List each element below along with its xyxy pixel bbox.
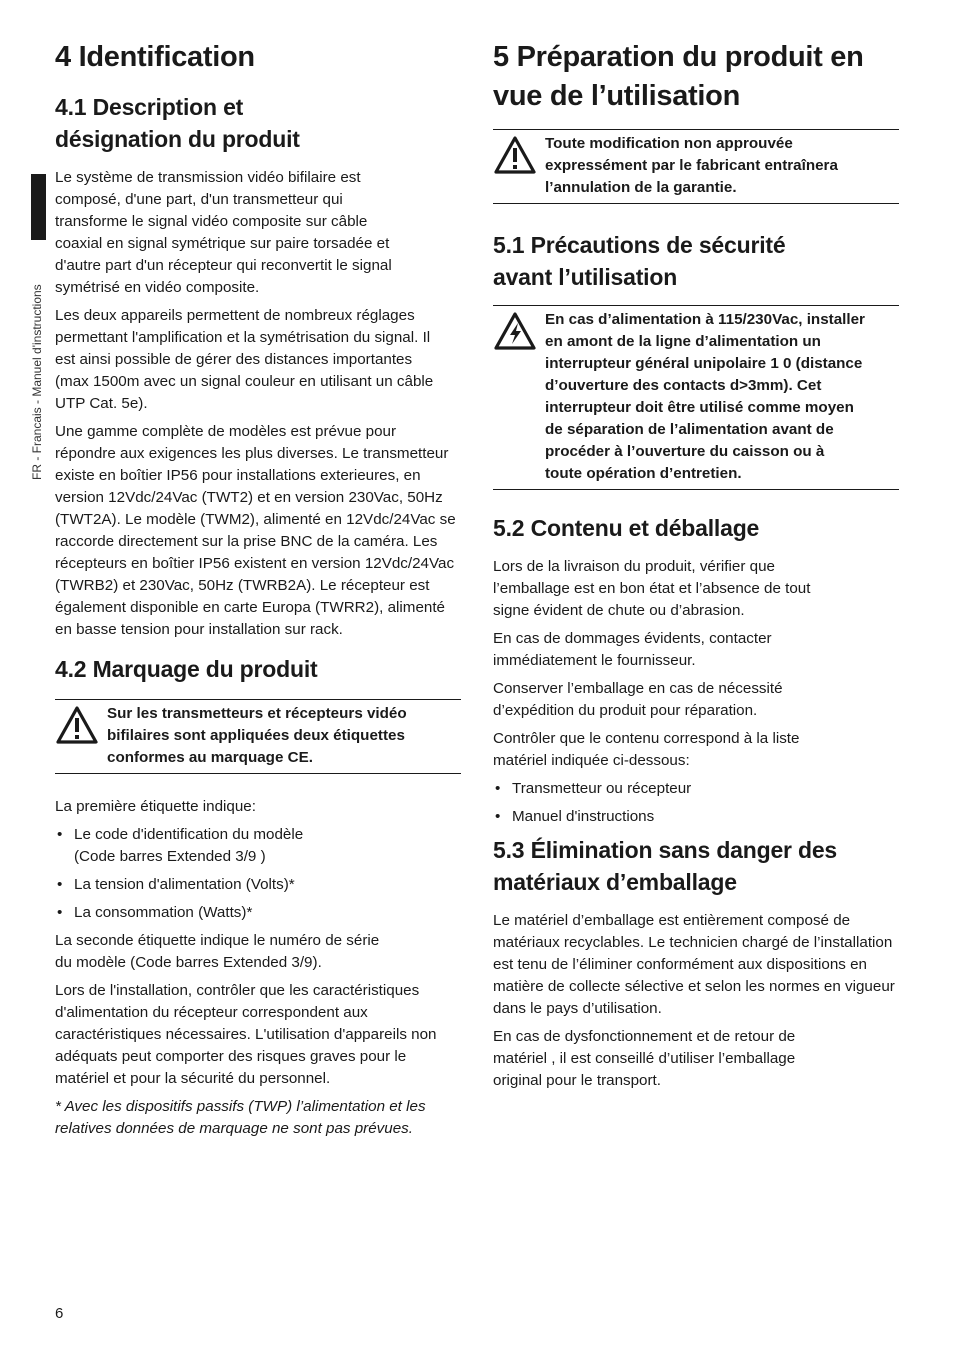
electrical-warning-box — [493, 305, 899, 490]
warning-text: Toute modification non approuvée expressément par le fabricant entraînera l’annulation de la garantie. — [545, 135, 838, 196]
footnote: * Avec les dispositifs passifs (TWP) l’alimentation et les relatives données de marquage ne sont pas prévues. — [55, 1098, 426, 1137]
paragraph: Conserver l’emballage en cas de nécessité d’expédition du produit pour réparation. — [493, 680, 783, 719]
warning-text: En cas d’alimentation à 115/230Vac, installer en amont de la ligne d’alimentation un interrupteur général unipolaire 1 0 (distance d’ouverture des contacts d>3mm). Cet interrupteur doit être utilisé comme moyen de séparation de l’alimentation avant de procéder à l’ouverture du caisson ou à toute opération d’entretien. — [545, 311, 865, 482]
page-number: 6 — [55, 1305, 64, 1322]
list-item: • La tension d'alimentation (Volts)* — [55, 874, 461, 896]
heading-4-1: 4.1 Description et désignation du produit — [55, 94, 300, 152]
contents-list — [493, 778, 899, 828]
list-item: • Transmetteur ou récepteur — [493, 778, 899, 800]
right-column — [493, 38, 899, 1098]
paragraph: La seconde étiquette indique le numéro de série du modèle (Code barres Extended 3/9). — [55, 932, 380, 971]
paragraph: Le système de transmission vidéo bifilaire est composé, d'une part, d'un transmetteur qui transforme le signal vidéo composite sur câble coaxial en signal symétrique sur paire torsadée et d'autre part d'un récepteur qui reconvertit le signal symétrisé en vidéo composite. — [55, 169, 392, 296]
electric-shock-icon — [493, 309, 545, 485]
section-tab-marker — [31, 174, 46, 240]
paragraph: La première étiquette indique: — [55, 798, 256, 815]
sidebar-label: FR - Francais - Manuel d'instructions — [30, 284, 44, 480]
list-item: • Le code d'identification du modèle (Code barres Extended 3/9 ) — [55, 824, 344, 868]
paragraph: En cas de dysfonctionnement et de retour de matériel , il est conseillé d’utiliser l’emballage original pour le transport. — [493, 1028, 796, 1089]
paragraph: Les deux appareils permettent de nombreux réglages permettant l'amplification et la symétrisation du signal. Il est ainsi possible de gérer des distances importantes (max 1500m avec un signal couleur en utilisant un câble UTP Cat. 5e). — [55, 307, 434, 412]
warning-text: Sur les transmetteurs et récepteurs vidéo bifilaires sont appliquées deux étiquettes conformes au marquage CE. — [107, 705, 407, 766]
warning-icon — [55, 703, 107, 769]
label-list — [55, 824, 461, 924]
heading-4: 4 Identification — [55, 41, 255, 73]
paragraph: Lors de l'installation, contrôler que les caractéristiques d'alimentation du récepteur correspondent aux caractéristiques nécessaires. L'utilisation d'appareils non adéquats peut comporter des risques graves pour le matériel et pour la sécurité du personnel. — [55, 982, 437, 1087]
heading-5: 5 Préparation du produit en vue de l’utilisation — [493, 41, 864, 112]
paragraph: Contrôler que le contenu correspond à la liste matériel indiquée ci-dessous: — [493, 730, 800, 769]
list-item: • Manuel d'instructions — [493, 806, 899, 828]
paragraph: Lors de la livraison du produit, vérifier que l’emballage est en bon état et l’absence de tout signe évident de chute ou d’abrasion. — [493, 558, 811, 619]
paragraph: En cas de dommages évidents, contacter immédiatement le fournisseur. — [493, 630, 772, 669]
heading-5-1: 5.1 Précautions de sécurité avant l’utilisation — [493, 232, 786, 290]
list-item: • La consommation (Watts)* — [55, 902, 461, 924]
heading-5-3: 5.3 Élimination sans danger des matériaux d’emballage — [493, 837, 838, 895]
heading-4-2: 4.2 Marquage du produit — [55, 656, 318, 682]
warning-box — [493, 129, 899, 204]
paragraph: Le matériel d’emballage est entièrement composé de matériaux recyclables. Le technicien chargé de l’installation est tenu de l’éliminer conformément aux dispositions en matière de collecte sélective et selon les normes en vigueur dans le pays d’utilisation. — [493, 912, 895, 1017]
warning-box — [55, 699, 461, 774]
paragraph: Une gamme complète de modèles est prévue pour répondre aux exigences les plus diverses. Le transmetteur existe en boîtier IP56 pour installations exterieures, en version 12Vdc/24Vac (TWT2) et en version 230Vac, 50Hz (TWT2A). Le modèle (TWM2), alimenté en 12Vdc/24Vac se raccorde directement sur la prise BNC de la caméra. Les récepteurs en boîtier IP56 existent en version 12Vdc/24Vac (TWRB2) et 230Vac, 50Hz (TWRB2A). Le récepteur est également disponible en carte Europa (TWRR2), alimenté en basse tension pour installation sur rack. — [55, 423, 456, 638]
warning-icon — [493, 133, 545, 199]
heading-5-2: 5.2 Contenu et déballage — [493, 515, 760, 541]
left-column — [55, 38, 461, 1146]
